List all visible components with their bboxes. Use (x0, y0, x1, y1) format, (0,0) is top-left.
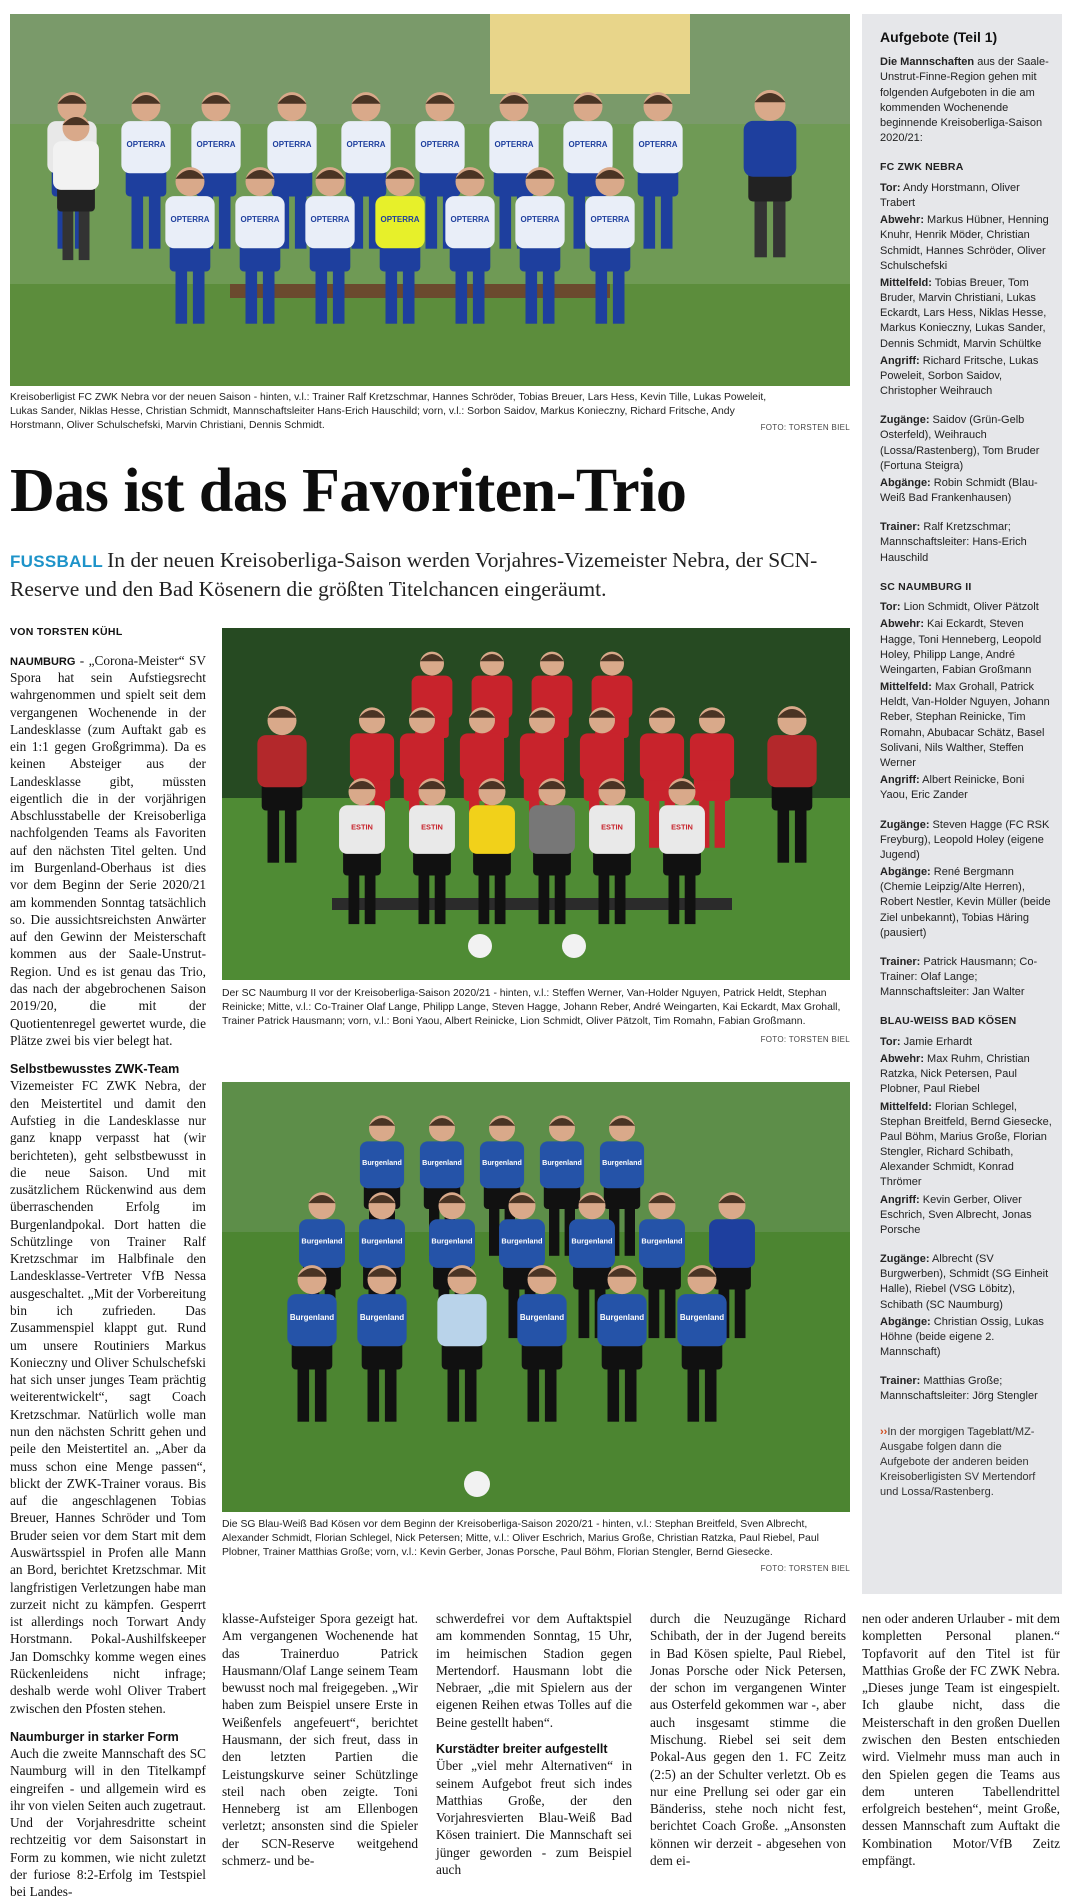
jersey-sponsor-text: Burgenland (501, 1236, 543, 1246)
jersey-sponsor-text: OPTERRA (240, 215, 280, 225)
player-leg (735, 1284, 746, 1338)
paragraph-col3b: Über „viel mehr Alternativen“ in seinem Aufgebot freut sich indes Matthias Große, der den Vorjahresvierten Blau-Weiß Bad Kösen trainiert. Die Mannschaft sei jünger geworden - zum Beispiel auch (436, 1758, 632, 1877)
squad-row-value: Ralf Kretzschmar; Mannschaftsleiter: Hans-Erich Hauschild (880, 521, 1027, 564)
note-arrow-icon: ›› (880, 1425, 888, 1438)
sidebar-squad-row (880, 1252, 1052, 1313)
article-headline: Das ist das Favoriten-Trio (10, 457, 687, 525)
player-leg (755, 195, 767, 257)
jersey-sponsor-text: Burgenland (571, 1236, 613, 1246)
player-leg (176, 266, 188, 324)
caption-nebra: Kreisoberligist FC ZWK Nebra vor der neuen Saison - hinten, v.l.: Trainer Ralf Kretzschmar, Hannes Schröder, Tobias Breuer, Lars Hess, Kevin Tille, Lukas Poweleit, Lukas Sander, Niklas Hesse, Christian Schmidt, Mannschaftsleiter Hans-Erich Hauschild; vorn, v.l.: Sorbon Saidov, Markus Konieczny, Richard Fritsche, Andy Horstmann, Oliver Schulschefski, Marvin Christiani, Dennis Schmidt. (10, 392, 767, 432)
sidebar-squad-row (880, 617, 1052, 678)
squad-row-value: Christian Ossig, Lukas Höhne (beide eigene 2. Mannschaft) (880, 1315, 1044, 1359)
jersey-sponsor-text: Burgenland (602, 1158, 642, 1167)
player-shirt (53, 141, 99, 190)
sidebar-team-heading: BLAU-WEISS BAD KÖSEN (880, 1015, 1017, 1028)
jersey-sponsor-text: Burgenland (679, 1313, 725, 1323)
squad-row-value: Albrecht (SV Burgwerben), Schmidt (SG Einheit Halle), Riebel (VSG Löbitz), Schibath (SC Naumburg) (880, 1253, 1049, 1311)
caption-koesen: Die SG Blau-Weiß Bad Kösen vor dem Beginn der Kreisoberliga-Saison 2020/21 - hinten, v.l.: Stephan Breitfeld, Sven Albrecht, Alexander Schmidt, Florian Schlegel, Nick Petersen; Mitte, v.l.: Oliver Eschrich, Marius Große, Christian Ratzka, Paul Riebel, Paul Plobner, Trainer Matthias Große; vorn, v.l.: Kevin Gerber, Jonas Porsche, Paul Böhm, Florian Stengler, Bernd Giesecke. (222, 1519, 819, 1559)
jersey-sponsor-text: ESTIN (601, 822, 623, 832)
player-leg (149, 191, 161, 249)
player-leg (526, 266, 538, 324)
article-subhead (10, 546, 855, 603)
player-leg (615, 870, 626, 924)
player-shirt (437, 1294, 486, 1346)
player-leg (608, 1364, 620, 1422)
squad-row-value: Robin Schmidt (Blau-Weiß Bad Frankenhausen) (880, 476, 1038, 505)
sidebar-squad-row (880, 955, 1052, 1001)
jersey-sponsor-text: Burgenland (362, 1158, 402, 1167)
player-leg (263, 266, 275, 324)
team-photo-koesen-image (222, 1082, 850, 1512)
squad-row-value: Andy Horstmann, Oliver Trabert (880, 181, 1020, 209)
paragraph-col5: nen oder anderen Urlauber - mit dem kompletten Personal planen.“ Topfavorit auf den Titel ist für Matthias Große der FC ZWK Nebra. „Dieses junge Team ist eingespielt. Ich glaube nicht, dass die Meisterschaft in den großen Duellen zwischen den Besten entschieden wird. Vielmehr muss man auch in den Spielen gegen die Teams aus dem unteren Tabellendrittel erfolgreich bestehen“, meint Große, dessen Mannschaft zum Auftakt die Kombination Motor/VfB Zeitz empfängt. (862, 1611, 1060, 1868)
player-leg (385, 1364, 397, 1422)
player-shirt (529, 805, 575, 854)
jersey-sponsor-text: Burgenland (301, 1236, 343, 1246)
squad-row-value: Steven Hagge (FC RSK Freyburg), Leopold Holey (eigene Jugend) (880, 818, 1050, 861)
player-shirt (580, 733, 624, 780)
squad-row-label: Abwehr: (880, 214, 924, 227)
sidebar-spacer (880, 1240, 1052, 1252)
sidebar-spacer (880, 401, 1052, 413)
squad-row-value: René Bergmann (Chemie Leipzig/Alte Herren), Robert Nestler, Kevin Müller (beide Ziel unbekannt), Tobias Häring (pausiert) (880, 866, 1051, 939)
jersey-sponsor-text: OPTERRA (346, 140, 386, 150)
jersey-sponsor-text: OPTERRA (196, 140, 236, 150)
squad-row-value: Jamie Erhardt (900, 1035, 973, 1048)
squad-row-value: Matthias Große; Mannschaftsleiter: Jörg Stengler (880, 1375, 1038, 1403)
jersey-sponsor-text: Burgenland (519, 1313, 565, 1323)
team-photo-nebra (10, 14, 850, 386)
squad-sidebar (862, 14, 1062, 1594)
squad-row-label: Trainer: (880, 521, 921, 534)
jersey-sponsor-text: OPTERRA (310, 215, 350, 225)
player-leg (649, 1284, 660, 1338)
sidebar-note: ››In der morgigen Tageblatt/MZ-Ausgabe folgen dann die Aufgebote der anderen beiden Kreisoberligisten SV Mertendorf und Lossa/Rastenberg. (880, 1425, 1036, 1499)
article-column-4 (650, 1610, 846, 1869)
player-leg (368, 1364, 380, 1422)
sidebar-squad-row (880, 1315, 1052, 1361)
player-shirt (690, 733, 734, 780)
squad-row-value: Richard Fritsche, Lukas Poweleit, Sorbon Saidov, Christopher Weihrauch (880, 354, 1039, 398)
squad-row-label: Abgänge: (880, 866, 931, 879)
sidebar-spacer (880, 1362, 1052, 1374)
sidebar-squad-row (880, 213, 1052, 274)
article-column-3 (436, 1610, 632, 1878)
player-leg (132, 191, 144, 249)
squad-row-label: Abwehr: (880, 1053, 924, 1066)
player-leg (528, 1364, 540, 1422)
player-leg (665, 1284, 676, 1338)
paragraph-zwk: Vizemeister FC ZWK Nebra, der den Meistertitel und damit den Aufstieg in die Landesklasse nur ganz knapp verpasst hat (wir berichteten), geht selbstbewusst in die neue Saison. Und mit zusätzlichem Rückenwind aus dem überraschenden Erfolg im Burgenlandpokal. Dort hatten die Schützlinge von Trainer Ralf Kretzschmar im Halbfinale den Landesklasse-Vertreter VfB Nessa ausgeschaltet. „Mit der Vorbereitung bin ich zufrieden. Das Zusammenspiel klappt gut. Rund um unsere Routiniers Markus Konieczny und Oliver Schulschefski hat sich unser junges Team prächtig weiterentwickelt“, sagt Coach Kretzschmar. Natürlich wolle man nun den nächsten Schritt gehen und peile den Meistertitel an. „Aber da muss schon eine Menge passen“, blickt der ZWK-Trainer voraus. Bis auf die angeschlagenen Tobias Breuer, Hannes Schröder und Tom Bruder seien vor dem Start mit dem Auswärtsspiel in Profen alle Mann an Bord, berichtet Kretzschmar. Mit langfristigen Verletzungen habe man zurzeit nicht zu kämpfen. Gesperrt ist allerdings noch Torwart Andy Horstmann. Pokal-Aushilfskeeper Jan Domschky komme wegen eines Rückenleidens nicht infrage; deshalb werde wohl Oliver Trabert zwischen den Pfosten stehen. (10, 1078, 206, 1716)
jersey-sponsor-text: OPTERRA (380, 215, 420, 225)
sidebar-squad-row (880, 773, 1052, 803)
jersey-sponsor-text: OPTERRA (590, 215, 630, 225)
player-shirt (640, 733, 684, 780)
jersey-sponsor-text: OPTERRA (420, 140, 460, 150)
player-leg (579, 1284, 590, 1338)
sidebar-team-heading: SC NAUMBURG II (880, 580, 972, 593)
squad-row-label: Angriff: (880, 774, 920, 787)
player-leg (495, 870, 506, 924)
player-leg (669, 870, 680, 924)
player-leg (574, 191, 586, 249)
player-leg (596, 266, 608, 324)
jersey-sponsor-text: Burgenland (361, 1236, 403, 1246)
squad-row-label: Mittelfeld: (880, 681, 932, 694)
sidebar-squad-row (880, 600, 1052, 615)
ball (562, 934, 586, 958)
player-leg (386, 266, 398, 324)
sidebar-squad-row (880, 413, 1052, 474)
sidebar-squad-row (880, 865, 1052, 941)
player-leg (426, 191, 438, 249)
squad-row-label: Angriff: (880, 354, 920, 367)
player-leg (365, 870, 376, 924)
jersey-sponsor-text: Burgenland (482, 1158, 522, 1167)
sidebar-squad-row (880, 1374, 1052, 1404)
byline: VON TORSTEN KÜHL (10, 626, 123, 638)
article-column-2 (222, 1610, 418, 1869)
squad-row-label: Tor: (880, 1035, 901, 1048)
sidebar-spacer (880, 943, 1052, 955)
jersey-sponsor-text: OPTERRA (520, 215, 560, 225)
squad-row-label: Mittelfeld: (880, 276, 932, 289)
player-leg (688, 1364, 700, 1422)
player-leg (268, 805, 280, 863)
sidebar-team-lists (880, 160, 1052, 1404)
subheading-koesen: Kurstädter breiter aufgestellt (436, 1741, 608, 1756)
player-shirt (520, 733, 564, 780)
jersey-sponsor-text: Burgenland (641, 1236, 683, 1246)
player-leg (419, 870, 430, 924)
team-photo-koesen (222, 1082, 850, 1512)
player-leg (644, 191, 656, 249)
squad-row-label: Tor: (880, 601, 901, 614)
sidebar-spacer (880, 508, 1052, 520)
jersey-sponsor-text: OPTERRA (568, 140, 608, 150)
squad-row-label: Tor: (880, 181, 901, 194)
jersey-sponsor-text: Burgenland (599, 1313, 645, 1323)
player-leg (295, 191, 307, 249)
player-leg (473, 266, 485, 324)
player-leg (298, 1364, 310, 1422)
sidebar-squad-row (880, 181, 1052, 211)
jersey-sponsor-text: Burgenland (289, 1313, 335, 1323)
player-leg (539, 870, 550, 924)
caption-naumburg: Der SC Naumburg II vor der Kreisoberliga-Saison 2020/21 - hinten, v.l.: Steffen Werner, Van-Holder Nguyen, Patrick Heldt, Stephan Reinicke; Mitte, v.l.: Co-Trainer Olaf Lange, Philipp Lange, Steven Hagge, Johann Reber, André Weingarten, Kai Eckardt, Max Grohall, Trainer Patrick Hausmann; vorn, v.l.: Boni Yaou, Albert Reinicke, Lion Schmidt, Oliver Pätzolt, Tim Romahn, Fabian Großmann. (222, 988, 841, 1028)
squad-row-label: Trainer: (880, 1375, 921, 1388)
squad-row-value: Saidov (Grün-Gelb Osterfeld), Weihrauch (Lossa/Rastenberg), Tom Bruder (Fortuna Steigra) (880, 414, 1040, 472)
player-leg (613, 266, 625, 324)
team-photo-naumburg-image (222, 628, 850, 980)
jersey-sponsor-text: ESTIN (671, 822, 693, 832)
jersey-sponsor-text: Burgenland (431, 1236, 473, 1246)
squad-row-label: Abwehr: (880, 618, 924, 631)
sidebar-squad-row (880, 276, 1052, 352)
player-leg (315, 1364, 327, 1422)
jersey-sponsor-text: Burgenland (359, 1313, 405, 1323)
paragraph-col3a: schwerdefrei vor dem Auftaktspiel am kommenden Sonntag, 15 Uhr, im heimischen Stadion gegen Mertendorf. Hausmann lobt die Nebraer, „die mit Spielern aus der eigenen Reihen etwas Tolles auf die Beine gestellt haben“. (436, 1611, 632, 1730)
jersey-sponsor-text: OPTERRA (126, 140, 166, 150)
squad-row-value: Markus Hübner, Henning Knuhr, Henrik Möder, Christian Schmidt, Hannes Schröder, Oliver Schulschefski (880, 214, 1049, 272)
subheading-naumburg: Naumburger in starker Form (10, 1729, 179, 1744)
player-leg (333, 266, 345, 324)
sidebar-squad-row (880, 1052, 1052, 1098)
player-leg (773, 195, 785, 257)
paragraph-intro: NAUMBURG - „Corona-Meister“ SV Spora hat sein Aufstiegsrecht wahrgenommen und spielt seit dem vergangenen Wochenende in der Landesklasse (zum Auftakt gab es ein 1:1 gegen Großgrimma). Da es keinen Absteiger aus der Landesklasse gibt, müssten eigentlich die in der vorjährigen Abschlusstabelle der Kreisoberliga nachfolgenden Teams als Favoriten auf den nächsten Titel gelten. Und im Burgenland-Oberhaus ist dies vor dem Beginn der Serie 2020/21 am kommenden Sonntag tatsächlich so. Die aussichtsreichsten Anwärter auf den Gewinn der Meisterschaft kommen aus der Saale-Unstrut-Region. Und es ist genau das Trio, das nach der abgebrochenen Saison 2019/20, die mit der Quotientenregel gewertet wurde, die Plätze zwei bis vier belegt hat. (10, 652, 206, 1048)
player-leg (625, 1364, 637, 1422)
sidebar-squad-row (880, 818, 1052, 864)
squad-row-label: Zugänge: (880, 414, 930, 427)
player-shirt (767, 735, 816, 787)
player-leg (599, 870, 610, 924)
sidebar-intro: Die Mannschaften aus der Saale-Unstrut-Finne-Region gehen mit folgenden Aufgeboten in die am kommenden Wochenende beginnende Kreisoberliga-Saison 2020/21: (880, 56, 1049, 145)
pitch (10, 284, 850, 386)
player-shirt (709, 1219, 755, 1268)
squad-row-label: Mittelfeld: (880, 1100, 932, 1113)
player-shirt (257, 735, 306, 787)
subhead-text: In der neuen Kreisoberliga-Saison werden Vorjahres-Vizemeister Nebra, der SCN-Reserve und den Bad Kösenern die größten Titelchancen eingeräumt. (10, 548, 818, 601)
player-leg (465, 1364, 477, 1422)
player-leg (349, 870, 360, 924)
jersey-sponsor-text: ESTIN (351, 822, 373, 832)
player-leg (778, 805, 790, 863)
subheading-zwk: Selbstbewusstes ZWK-Team (10, 1062, 180, 1077)
player-leg (489, 1204, 499, 1256)
player-leg (661, 191, 673, 249)
player-leg (448, 1364, 460, 1422)
player-leg (246, 266, 258, 324)
jersey-sponsor-text: OPTERRA (638, 140, 678, 150)
player-leg (685, 870, 696, 924)
player-leg (625, 1204, 635, 1256)
player-leg (435, 870, 446, 924)
squad-row-value: Florian Schlegel, Stephan Breitfeld, Bernd Giesecke, Paul Böhm, Marius Große, Florian Stengler, Richard Schibath, Alexander Schmidt, Konrad Thrömer (880, 1100, 1052, 1189)
jersey-sponsor-text: OPTERRA (494, 140, 534, 150)
player-leg (795, 805, 807, 863)
player-shirt (744, 121, 797, 177)
squad-row-label: Trainer: (880, 955, 921, 968)
player-leg (555, 870, 566, 924)
jersey-sponsor-text: OPTERRA (170, 215, 210, 225)
squad-row-value: Albert Reinicke, Boni Yaou, Eric Zander (880, 774, 1025, 802)
jersey-sponsor-text: OPTERRA (272, 140, 312, 150)
jersey-sponsor-text: Burgenland (542, 1158, 582, 1167)
player-leg (456, 266, 468, 324)
photo-credit-koesen: FOTO: TORSTEN BIEL (760, 1564, 850, 1573)
player-leg (479, 870, 490, 924)
sidebar-squad-row (880, 520, 1052, 566)
paragraph-col4: durch die Neuzugänge Richard Schibath, der in der Jugend bereits in Bad Kösen spielte, Paul Riebel, Jonas Porsche oder Nick Petersen, der schon im vergangenen Winter aus Osterfeld gekommen war -, aber auch insgesamt stimme die Mischung. Riebel sei seit dem Pokal-Aus gegen den 1. FC Zeitz (2:5) an der Schulter verletzt. Ob es nur eine Prellung sei oder gar ein Bänderiss, stehe noch nicht fest, berichtet Coach Große. „Ansonsten können wir derzeit - abgesehen von dem ei- (650, 1611, 846, 1868)
sidebar-title: Aufgebote (Teil 1) (880, 29, 998, 45)
squad-row-label: Abgänge: (880, 1315, 931, 1328)
squad-row-label: Abgänge: (880, 476, 931, 489)
ball (464, 1471, 490, 1497)
paragraph-naumburg: Auch die zweite Mannschaft des SC Naumburg will in den Titelkampf eingreifen - und allgemein wird es ihr von vielen Seiten auch zugetraut. Und der Vorjahresdritte scheint rechtzeitig vor dem Saisonstart in Form zu kommen, wie nicht zuletzt der furiose 8:2-Erfolg im Testspiel bei Landes- (10, 1746, 206, 1900)
player-leg (543, 266, 555, 324)
player-leg (715, 796, 725, 848)
player-leg (193, 266, 205, 324)
sidebar-squad-row (880, 1035, 1052, 1050)
squad-row-label: Angriff: (880, 1193, 920, 1206)
squad-row-value: Tobias Breuer, Tom Bruder, Marvin Christiani, Lukas Eckardt, Lars Hess, Niklas Hesse, Markus Konieczny, Lukas Sander, Dennis Schmidt, Marvin Schültke (880, 276, 1047, 350)
squad-row-value: Lion Schmidt, Oliver Pätzolt (900, 601, 1039, 614)
sidebar-spacer (880, 806, 1052, 818)
player-leg (545, 1364, 557, 1422)
sidebar-squad-row (880, 1100, 1052, 1191)
article-column-1 (10, 626, 206, 1901)
squad-row-value: Max Ruhm, Christian Ratzka, Nick Petersen, Paul Plobner, Paul Riebel (880, 1053, 1030, 1096)
player-shirt (350, 733, 394, 780)
jersey-sponsor-text: ESTIN (421, 822, 443, 832)
sidebar-squad-row (880, 354, 1052, 400)
team-photo-naumburg (222, 628, 850, 980)
sidebar-squad-row (880, 1193, 1052, 1239)
building (490, 14, 690, 94)
dateline: NAUMBURG (10, 655, 76, 668)
player-shirt (460, 733, 504, 780)
sidebar-team-heading: FC ZWK NEBRA (880, 161, 964, 174)
sidebar-squad-row (880, 680, 1052, 771)
player-leg (285, 805, 297, 863)
jersey-sponsor-text: OPTERRA (450, 215, 490, 225)
player-leg (403, 266, 415, 324)
team-photo-nebra-image (10, 14, 850, 386)
photo-credit-nebra: FOTO: TORSTEN BIEL (760, 423, 850, 432)
player-shirt (400, 733, 444, 780)
photo-credit-naumburg: FOTO: TORSTEN BIEL (760, 1035, 850, 1044)
player-leg (219, 191, 231, 249)
squad-row-value: Max Grohall, Patrick Heldt, Van-Holder Nguyen, Johann Reber, Stephan Reinicke, Tim Romahn, Abubacar Schätz, Basel Solivani, Nils Walther, Steffen Werner (880, 681, 1050, 769)
player-leg (79, 206, 90, 260)
squad-row-value: Kai Eckardt, Steven Hagge, Toni Henneberg, Leopold Holey, Philipp Lange, André Weingarten, Fabian Großmann (880, 618, 1042, 676)
player-leg (500, 191, 512, 249)
player-leg (649, 796, 659, 848)
squad-row-label: Zugänge: (880, 818, 930, 831)
sidebar-squad-row (880, 476, 1052, 506)
player-leg (549, 1204, 559, 1256)
player-leg (63, 206, 74, 260)
squad-row-value: Patrick Hausmann; Co-Trainer: Olaf Lange; Mannschaftsleiter: Jan Walter (880, 955, 1038, 999)
ball (468, 934, 492, 958)
player-leg (705, 1364, 717, 1422)
player-leg (316, 266, 328, 324)
article-column-5 (862, 1610, 1060, 1869)
section-kicker: FUSSBALL (10, 552, 104, 571)
paragraph-col2: klasse-Aufsteiger Spora gezeigt hat. Am vergangenen Wochenende hat das Trainerduo Patrick Hausmann/Olaf Lange seinem Team bewusst noch mal freigegeben. „Wir haben zum Beispiel unsere Erste in Weißenfels angefeuert“, berichtet Hausmann, der sich freut, dass in den letzten Partien die Leistungskurve seiner Schützlinge steil nach oben zeigte. Toni Henneberg ist am Ellenbogen verletzt; ansonsten sind die Spieler der SCN-Reserve weitgehend schmerz- und be- (222, 1611, 418, 1868)
jersey-sponsor-text: Burgenland (422, 1158, 462, 1167)
squad-row-label: Zugänge: (880, 1253, 930, 1266)
player-shirt (469, 805, 515, 854)
squad-row-value: Kevin Gerber, Oliver Eschrich, Sven Albrecht, Jonas Porsche (880, 1193, 1032, 1236)
